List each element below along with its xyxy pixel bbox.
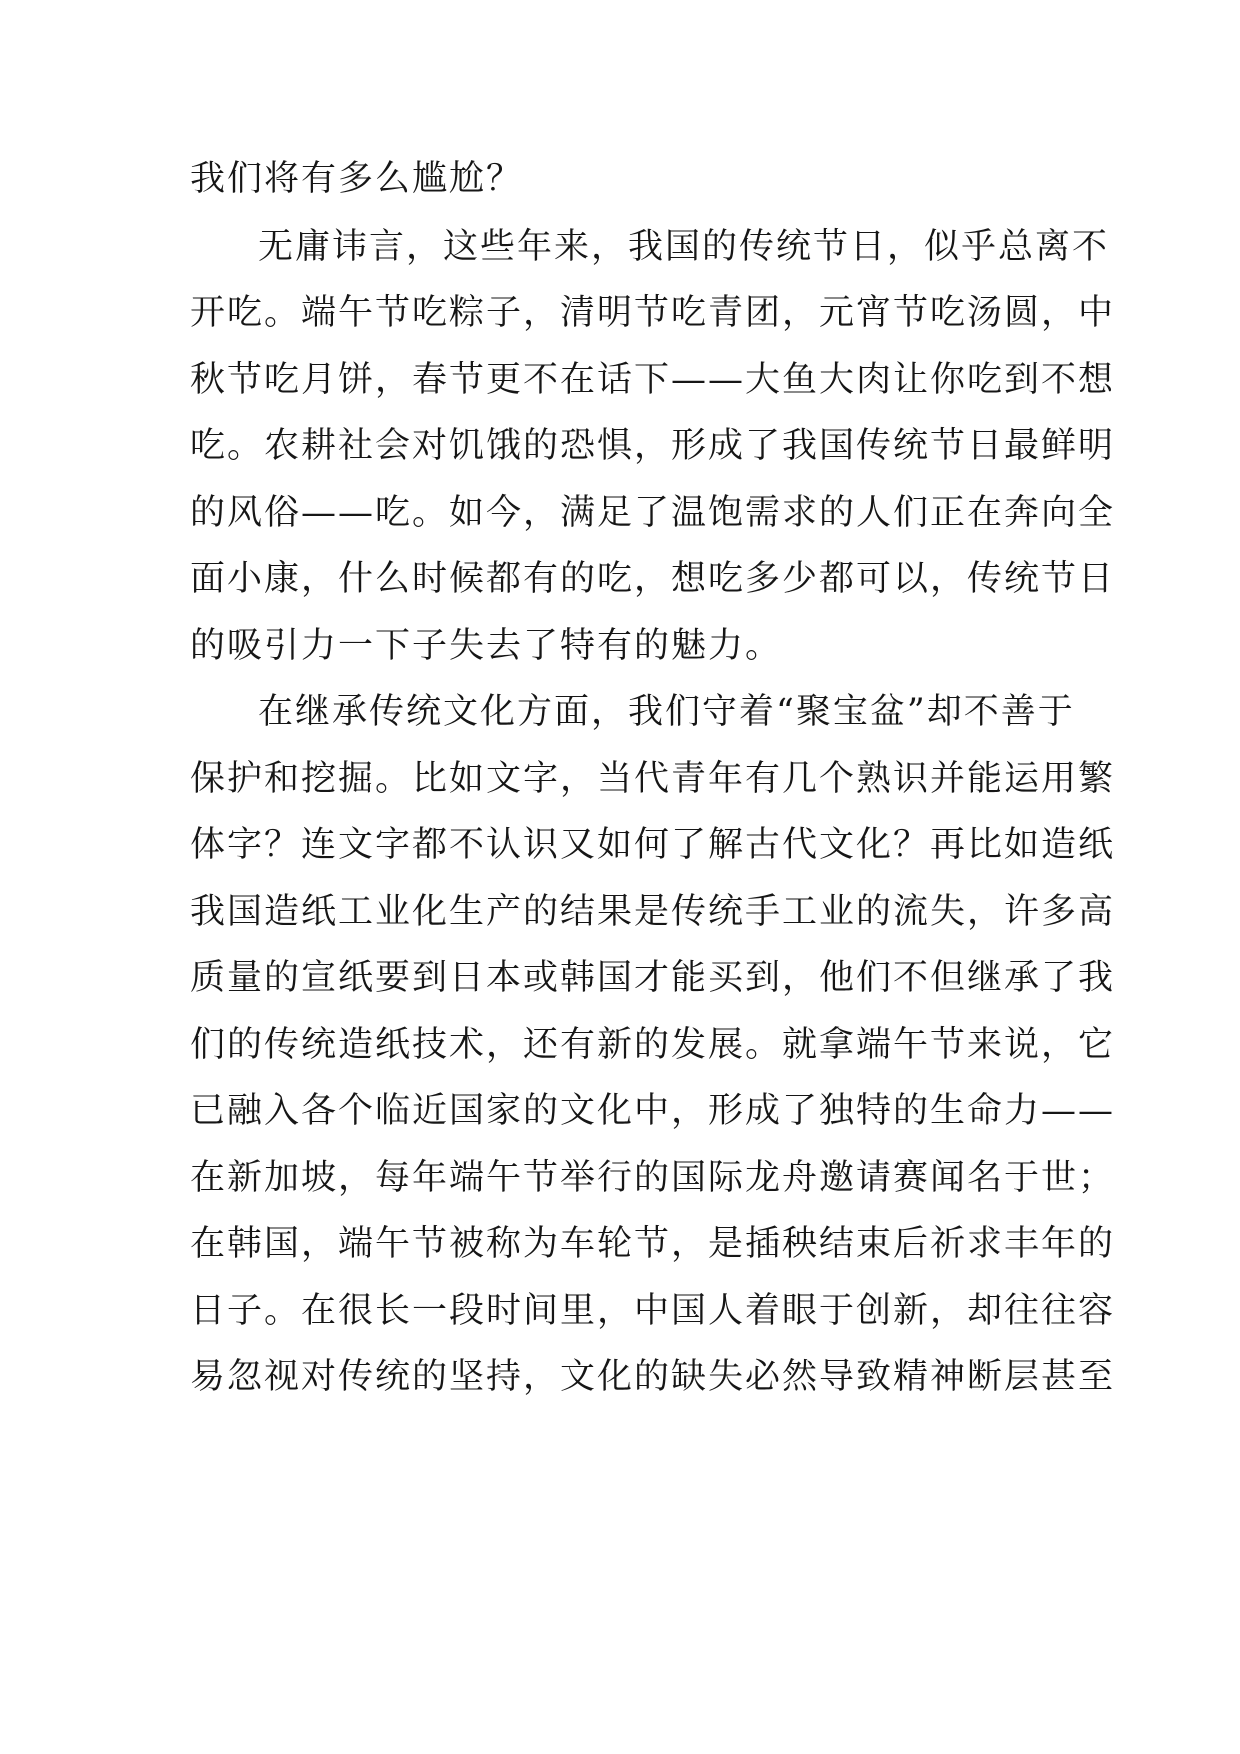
text-line: 的风俗——吃。如今，满足了温饱需求的人们正在奔向全: [190, 493, 1116, 533]
text-line: 已融入各个临近国家的文化中，形成了独特的生命力——: [190, 1091, 1116, 1131]
text-line: 体字？连文字都不认识又如何了解古代文化？再比如造纸: [190, 825, 1116, 865]
text-line: 易忽视对传统的坚持，文化的缺失必然导致精神断层甚至: [190, 1357, 1116, 1397]
text-line: 的吸引力一下子失去了特有的魅力。: [190, 626, 783, 666]
text-line: 秋节吃月饼，春节更不在话下——大鱼大肉让你吃到不想: [190, 360, 1116, 400]
text-line: 面小康，什么时候都有的吃，想吃多少都可以，传统节日: [190, 559, 1116, 599]
text-line: 在新加坡，每年端午节举行的国际龙舟邀请赛闻名于世；: [190, 1158, 1116, 1198]
text-line: 我们将有多么尴尬？: [190, 159, 524, 199]
text-line: 开吃。端午节吃粽子，清明节吃青团，元宵节吃汤圆，中: [190, 293, 1116, 333]
text-line: 质量的宣纸要到日本或韩国才能买到，他们不但继承了我: [190, 958, 1116, 998]
text-line: 保护和挖掘。比如文字，当代青年有几个熟识并能运用繁: [190, 759, 1116, 799]
text-line: 日子。在很长一段时间里，中国人着眼于创新，却往往容: [190, 1291, 1116, 1331]
text-line: 在韩国，端午节被称为车轮节，是插秧结束后祈求丰年的: [190, 1224, 1116, 1264]
text-line: 们的传统造纸技术，还有新的发展。就拿端午节来说，它: [190, 1025, 1116, 1065]
text-line: 我国造纸工业化生产的结果是传统手工业的流失，许多高: [190, 892, 1116, 932]
text-line: 吃。农耕社会对饥饿的恐惧，形成了我国传统节日最鲜明: [190, 426, 1116, 466]
paragraph-first-line: 在继承传统文化方面，我们守着“聚宝盆”却不善于: [258, 692, 1075, 732]
paragraph-first-line: 无庸讳言，这些年来，我国的传统节日，似乎总离不: [258, 227, 1110, 267]
